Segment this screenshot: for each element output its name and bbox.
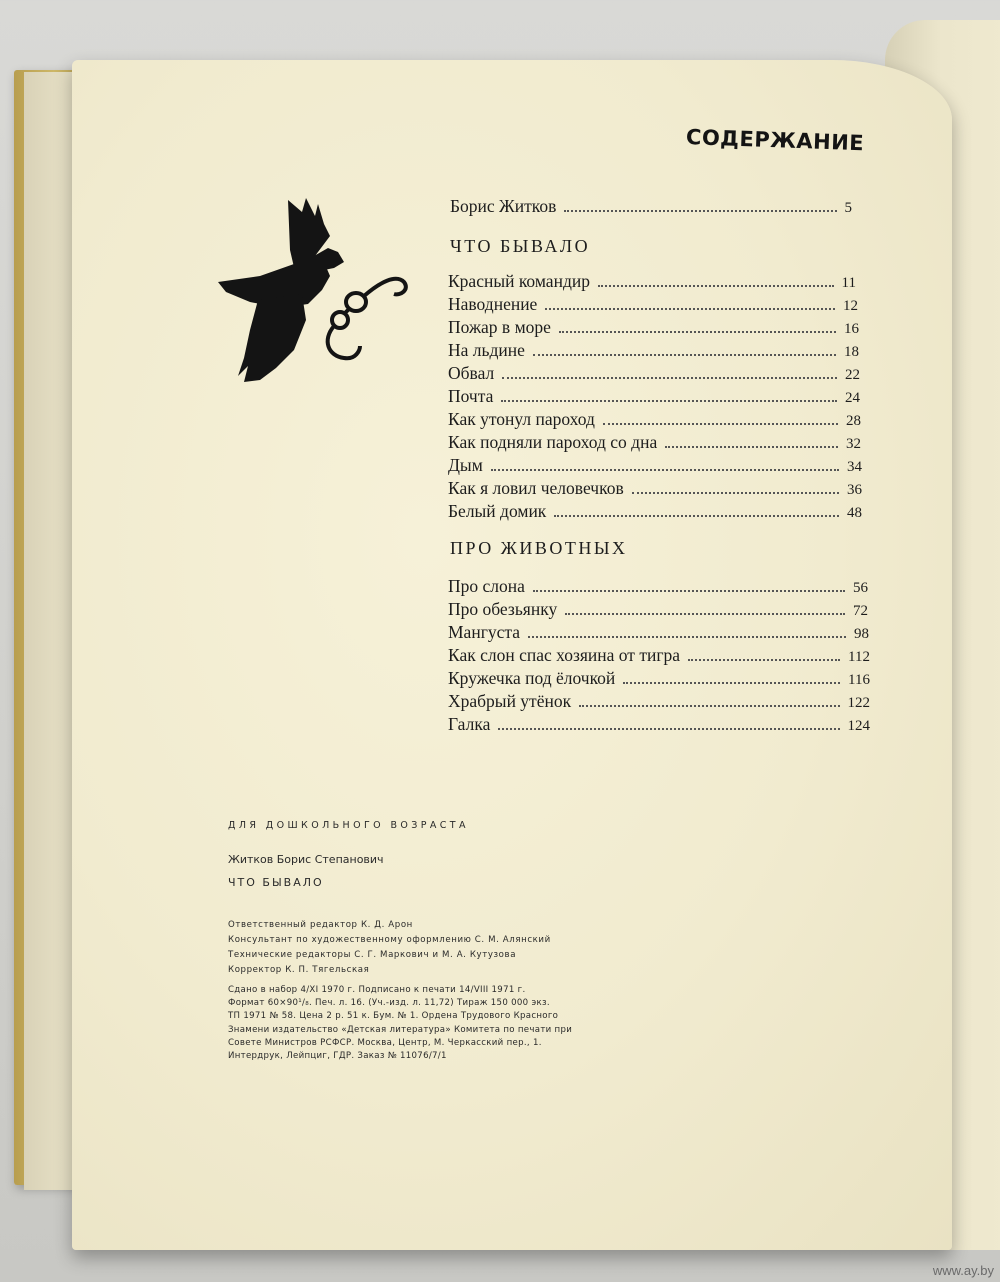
- toc-entry: [448, 501, 862, 522]
- toc-entry-page: 124: [847, 718, 870, 734]
- toc-entry-title: Кружечка под ёлочкой: [448, 668, 616, 688]
- toc-entry-title: Про слона: [448, 576, 525, 596]
- toc-entry-page: 36: [847, 482, 862, 498]
- credit-line: Ответственный редактор К. Д. Арон: [228, 920, 413, 930]
- dot-leader: [665, 445, 838, 448]
- dot-leader: [559, 330, 836, 333]
- toc-entry-title: Пожар в море: [448, 317, 551, 337]
- toc-entry: [448, 645, 870, 666]
- dot-leader: [688, 658, 840, 661]
- toc-entry-title: Красный командир: [448, 271, 590, 291]
- dot-leader: [502, 376, 837, 379]
- dot-leader: [565, 612, 845, 615]
- toc-entry: [448, 455, 862, 476]
- watermark: www.ay.by: [932, 1263, 994, 1278]
- toc-entry-page: 98: [854, 626, 869, 642]
- toc-entry-title: Обвал: [448, 363, 495, 383]
- toc-entry-intro: [450, 196, 852, 217]
- imprint-book-title: ЧТО БЫВАЛО: [228, 876, 324, 889]
- toc-entry-title: Про обезьянку: [448, 599, 558, 619]
- toc-entry: [448, 432, 861, 453]
- credit-line: Консультант по художественному оформлению С. М. Алянский: [228, 935, 551, 945]
- toc-entry-page: 56: [853, 580, 868, 596]
- toc-entry: [448, 622, 869, 643]
- toc-entry-title: Мангуста: [448, 622, 521, 642]
- toc-entry: [448, 576, 868, 597]
- toc-entry: [448, 363, 860, 384]
- toc-entry-page: 22: [845, 367, 860, 383]
- toc-entry-page: 72: [853, 603, 868, 619]
- toc-entry: [448, 409, 861, 430]
- dot-leader: [554, 514, 839, 517]
- toc-entry-page: 5: [844, 200, 852, 216]
- toc-entry: [448, 691, 870, 712]
- dot-leader: [501, 399, 837, 402]
- dot-leader: [533, 353, 836, 356]
- toc-entry-page: 32: [846, 436, 861, 452]
- toc-entry-page: 116: [848, 672, 870, 688]
- detail-line: Интердрук, Лейпциг, ГДР. Заказ № 11076/7/1: [228, 1051, 447, 1062]
- dot-leader: [491, 468, 839, 471]
- toc-entry-title: Как слон спас хозяина от тигра: [448, 645, 681, 665]
- toc-entry-page: 34: [847, 459, 862, 475]
- section-heading-2: ПРО ЖИВОТНЫХ: [450, 538, 628, 558]
- imprint-author: Житков Борис Степанович: [228, 853, 384, 866]
- toc-entry-title: Дым: [448, 455, 483, 475]
- dot-leader: [564, 209, 836, 212]
- toc-entry: [448, 271, 856, 292]
- toc-entry-page: 18: [844, 344, 859, 360]
- toc-title: СОДЕРЖАНИЕ: [685, 125, 865, 156]
- toc-entry-title: Белый домик: [448, 501, 547, 521]
- toc-entry-page: 24: [845, 390, 860, 406]
- toc-entry-title: На льдине: [448, 340, 525, 360]
- toc-entry-title: Храбрый утёнок: [448, 691, 572, 711]
- toc-entry: [448, 317, 859, 338]
- dot-leader: [545, 307, 835, 310]
- imprint-credits: [228, 918, 551, 978]
- toc-entry: [448, 599, 868, 620]
- imprint-details: [228, 984, 572, 1063]
- detail-line: Знамени издательство «Детская литература» Комитета по печати при: [228, 1024, 573, 1035]
- toc-entry-title: Почта: [448, 386, 494, 406]
- toc-entry-title: Как утонул пароход: [448, 409, 595, 429]
- imprint-audience: ДЛЯ ДОШКОЛЬНОГО ВОЗРАСТА: [228, 820, 469, 831]
- dot-leader: [623, 681, 840, 684]
- toc-entry-page: 12: [843, 298, 858, 314]
- toc-entry-page: 16: [844, 321, 859, 337]
- detail-line: Совете Министров РСФСР. Москва, Центр, М. Черкасский пер., 1.: [228, 1037, 542, 1048]
- bird-with-spectacles-icon: [210, 190, 420, 390]
- dot-leader: [598, 284, 834, 287]
- toc-entry-page: 48: [847, 505, 862, 521]
- section-heading-1: ЧТО БЫВАЛО: [450, 236, 591, 256]
- toc-entry: [448, 714, 870, 735]
- toc-entry-page: 28: [846, 413, 861, 429]
- toc-entry-page: 112: [848, 649, 870, 665]
- toc-entry-title: Как я ловил человечков: [448, 478, 624, 498]
- dot-leader: [533, 589, 845, 592]
- toc-entry: [448, 668, 870, 689]
- toc-entry-title: Галка: [448, 714, 491, 734]
- credit-line: Технические редакторы С. Г. Маркович и М. А. Кутузова: [228, 950, 517, 960]
- dot-leader: [498, 727, 839, 730]
- dot-leader: [579, 704, 839, 707]
- toc-entry-page: 11: [841, 275, 856, 291]
- detail-line: Формат 60×90¹/₈. Печ. л. 16. (Уч.-изд. л. 11,72) Тираж 150 000 экз.: [228, 998, 550, 1009]
- dot-leader: [528, 635, 846, 638]
- toc-entry-title: Наводнение: [448, 294, 538, 314]
- dot-leader: [632, 491, 839, 494]
- toc-entry: [448, 294, 858, 315]
- dot-leader: [603, 422, 838, 425]
- toc-entry-title: Борис Житков: [450, 196, 557, 216]
- toc-entry-title: Как подняли пароход со дна: [448, 432, 658, 452]
- toc-entry: [448, 478, 862, 499]
- credit-line: Корректор К. П. Тягельская: [228, 965, 370, 975]
- toc-entry: [448, 386, 860, 407]
- toc-entry-page: 122: [847, 695, 870, 711]
- toc-entry: [448, 340, 859, 361]
- detail-line: ТП 1971 № 58. Цена 2 р. 51 к. Бум. № 1. Ордена Трудового Красного: [228, 1011, 559, 1022]
- detail-line: Сдано в набор 4/XI 1970 г. Подписано к печати 14/VIII 1971 г.: [228, 985, 526, 995]
